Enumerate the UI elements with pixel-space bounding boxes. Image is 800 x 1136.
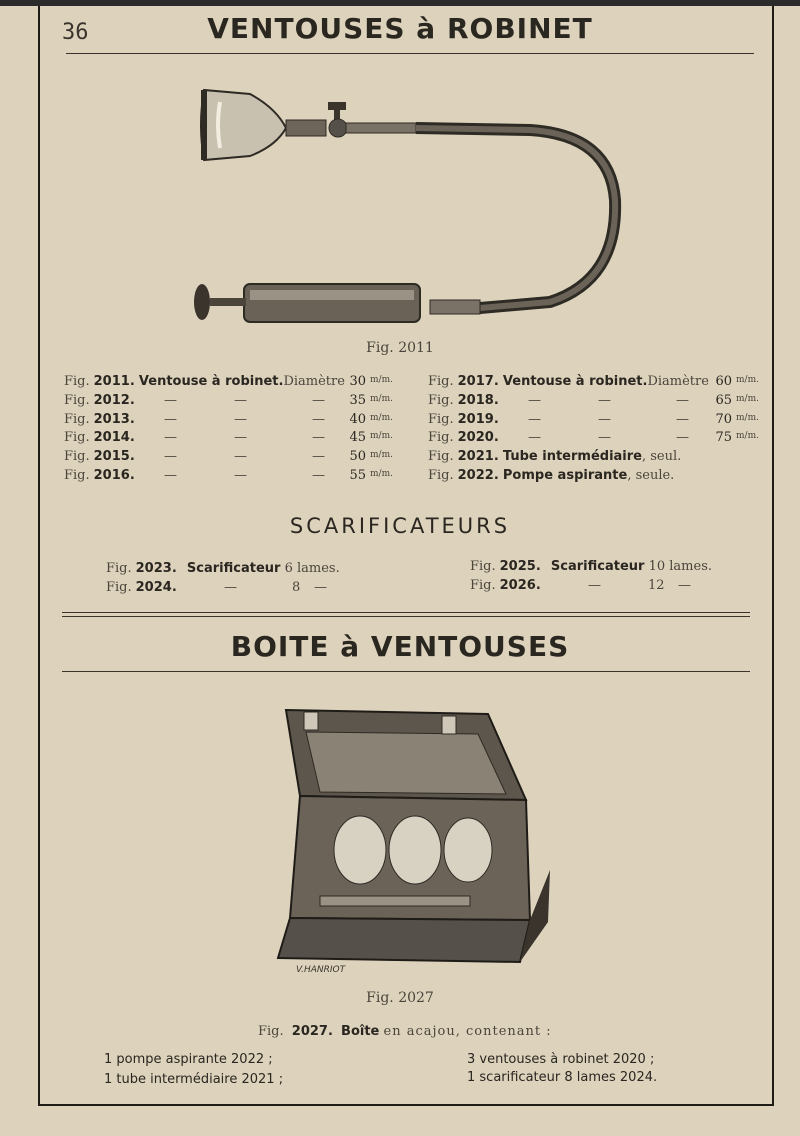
list-item: Fig. 2018. [428,392,499,408]
diameter-value: 65 [715,392,732,408]
list-item: Fig. 2017. Ventouse à robinet.Diamètre [428,374,709,389]
list-item: Fig. 2024. [106,580,177,595]
list-item: Fig. 2026. [470,578,541,593]
diameter-value: 40 [349,411,366,427]
ditto-dash: — [676,411,689,427]
contents-item: 1 tube intermédiaire 2021 ; [104,1072,284,1087]
diameter-value: 45 [349,430,366,446]
ditto-dash: — [312,411,325,427]
boite-ventouses-illustration [260,700,550,980]
diameter-value: 30 [349,374,366,389]
ditto-dash: — [678,578,691,593]
ditto-dash: — [234,430,247,446]
page-number: 36 [62,20,89,45]
list-item: Fig. 2013. [64,411,135,427]
unit-mm: m/m. [736,412,759,423]
unit-mm: m/m. [370,431,393,442]
list-item: Fig. 2014. [64,430,135,446]
ditto-dash: — [164,430,177,446]
engraver-signature: V.HANRIOT [296,965,346,975]
unit-mm: m/m. [736,393,759,404]
ditto-dash: — [528,430,541,446]
unit-mm: m/m. [736,375,759,385]
title-underline [62,671,750,672]
diameter-value: 60 [715,374,732,389]
list-item: Fig. 2020. [428,430,499,446]
ditto-dash: — [676,430,689,446]
ditto-dash: — [312,468,325,483]
diameter-value: 50 [349,449,366,465]
figure-caption-2011: Fig. 2011 [366,340,434,356]
boite-description: Fig. 2027. Boîte en acajou, contenant : [258,1024,552,1039]
ditto-dash: — [164,392,177,408]
unit-mm: m/m. [370,469,393,479]
section-title-boite: BOITE à VENTOUSES [230,630,570,663]
scarificateur-blades: 12 [648,578,665,593]
list-right [428,373,768,488]
ditto-dash: — [598,392,611,408]
ditto-dash: — [312,392,325,408]
list-item: Fig. 2022. Pompe aspirante, seule. [428,468,675,483]
unit-mm: m/m. [370,393,393,404]
section-title-ventouses: VENTOUSES à ROBINET [207,12,593,45]
ditto-dash: — [234,411,247,427]
list-item: Fig. 2019. [428,411,499,427]
section-divider-bottom [62,616,750,617]
ditto-dash: — [234,392,247,408]
diameter-value: 70 [715,411,732,427]
ditto-dash: — [314,580,327,595]
ditto-dash: — [528,411,541,427]
ditto-dash: — [164,449,177,465]
contents-item: 1 scarificateur 8 lames 2024. [467,1070,658,1085]
unit-mm: m/m. [370,450,393,461]
ditto-dash: — [164,411,177,427]
ditto-dash: — [234,468,247,483]
contents-item: 1 pompe aspirante 2022 ; [104,1052,273,1067]
scarificateur-blades: 8 [292,580,301,595]
list-item: Fig. 2021. Tube intermédiaire, seul. [428,449,682,465]
ditto-dash: — [224,580,237,595]
list-item: Fig. 2011. Ventouse à robinet.Diamètre [64,374,345,389]
diameter-value: 35 [349,392,366,408]
list-item: Fig. 2025. Scarificateur 10 lames. [470,559,712,574]
list-item: Fig. 2016. [64,468,135,483]
list-left [64,373,404,488]
list-item: Fig. 2023. Scarificateur 6 lames. [106,561,340,576]
ditto-dash: — [312,430,325,446]
ditto-dash: — [164,468,177,483]
ditto-dash: — [312,449,325,465]
scarificateurs-list [106,560,766,600]
diameter-value: 55 [349,468,366,483]
ditto-dash: — [676,392,689,408]
contents-item: 3 ventouses à robinet 2020 ; [467,1052,655,1067]
ditto-dash: — [528,392,541,408]
unit-mm: m/m. [736,431,759,442]
list-item: Fig. 2015. [64,449,135,465]
unit-mm: m/m. [370,412,393,423]
title-underline [66,53,754,54]
figure-caption-2027: Fig. 2027 [366,990,434,1006]
section-divider-top [62,612,750,613]
ditto-dash: — [588,578,601,593]
unit-mm: m/m. [370,375,393,385]
ditto-dash: — [234,449,247,465]
ditto-dash: — [598,430,611,446]
list-item: Fig. 2012. [64,392,135,408]
ventouse-robinet-illustration [190,80,630,330]
ditto-dash: — [598,411,611,427]
section-title-scarificateurs: SCARIFICATEURS [289,514,511,538]
diameter-value: 75 [715,430,732,446]
